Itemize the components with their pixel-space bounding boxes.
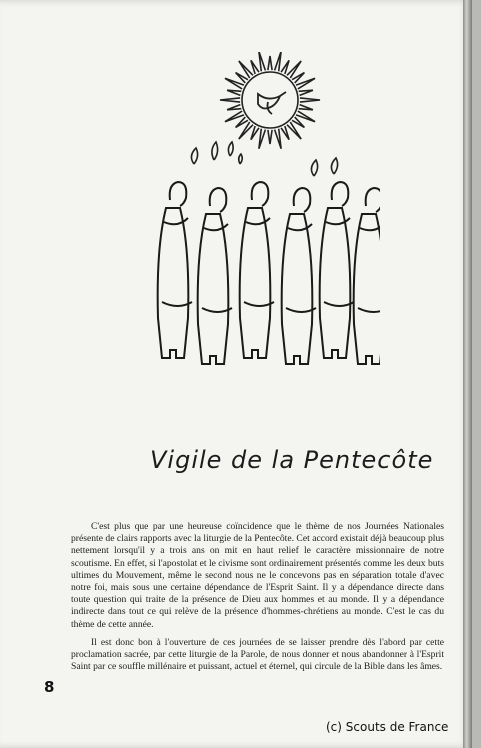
apostle-figure (320, 182, 354, 358)
copyright-credit: (c) Scouts de France (326, 720, 449, 734)
page-number: 8 (44, 678, 55, 696)
apostle-figure (198, 188, 232, 364)
article-title: Vigile de la Pentecôte (150, 446, 434, 474)
sun-icon (220, 52, 320, 149)
dove-icon (258, 92, 286, 114)
apostle-figure (158, 182, 192, 358)
pentecost-illustration (140, 52, 380, 372)
apostle-figure (282, 188, 316, 364)
apostle-figure (240, 182, 274, 358)
paragraph-2: Il est donc bon à l'ouverture de ces journées de se laisser prendre dès l'abord par cette proclamation sacrée, par cette liturgie de la Parole, de nous donner et nous abandonner à l'Esprit Saint par ce souffle millénaire et puissant, actuel et éternel, qui circule de la Bible dans les âmes. (71, 636, 444, 673)
page-edge-shadow (463, 0, 472, 748)
article-body (71, 521, 444, 679)
paragraph-1: C'est plus que par une heureuse coïncidence que le thème de nos Journées Nationales présente de clairs rapports avec la liturgie de la Pentecôte. Cet accord existait déjà beaucoup plus nettement lorsqu'il y a trois ans on mit en haut relief le caractère missionnaire de notre scoutisme. En effet, si l'apostolat et le civisme sont ordinairement présentés comme les deux buts ultimes du Mouvement, même le second nous ne le concevons pas en séparation totale d'avec notre foi, mais sous une certaine dépendance de l'Esprit Saint. Il y a dépendance directe dans toute question qui traite de la présence de Dieu aux hommes et au monde. Il y a dépendance indirecte dans tout ce qui relève de la présence d'hommes-chrétiens au monde. C'est le cas du thème de cette année. (71, 521, 444, 630)
flame-tongues (191, 142, 337, 176)
apostles-figures (158, 182, 380, 364)
apostle-figure (354, 188, 380, 364)
